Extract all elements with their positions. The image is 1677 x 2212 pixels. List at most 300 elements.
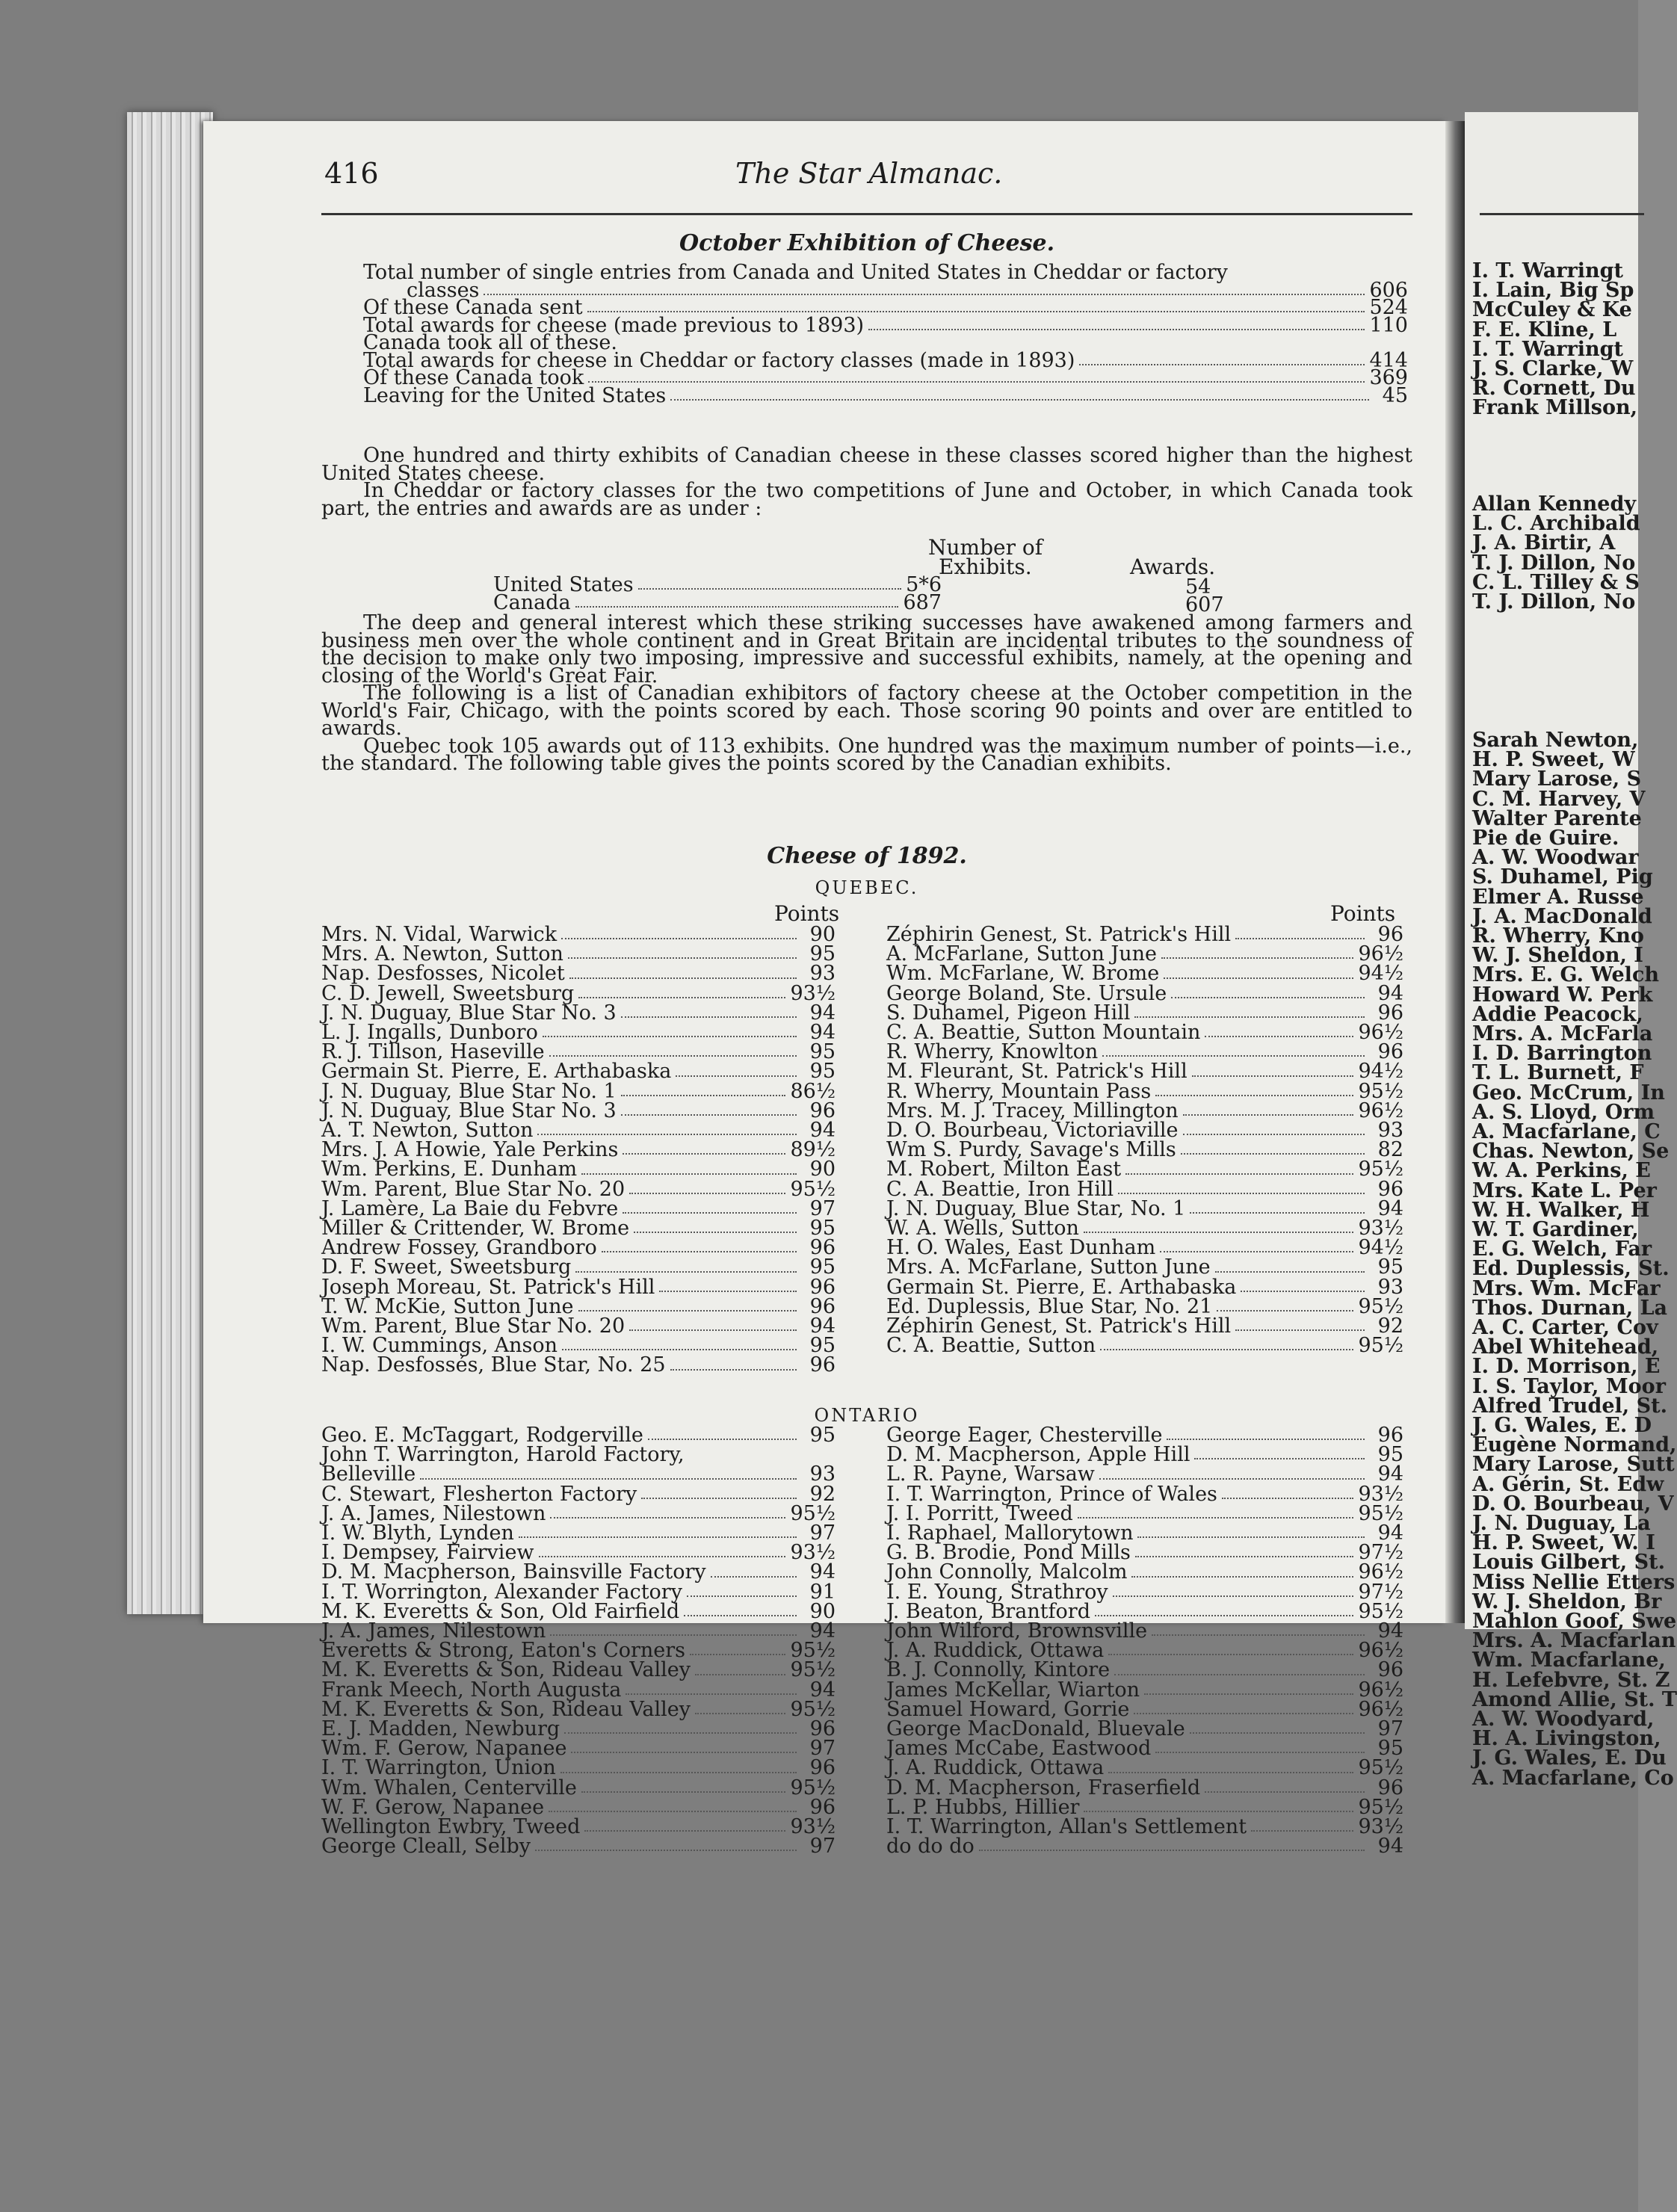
entry-points: 90 [809, 1599, 836, 1623]
entry-points: 95 [1377, 1255, 1403, 1279]
leader-dots [562, 1336, 797, 1350]
leader-dots [689, 1445, 797, 1459]
october-heading: October Exhibition of Cheese. [679, 230, 1055, 256]
entry-points: 95½ [790, 1697, 836, 1721]
entry-name: C. A. Beattie, Sutton [886, 1334, 1096, 1358]
paragraph-text: The deep and general interest which these striking successes have awakened among farmers and business men over the whole continent and in Great Britain are incidental tributes to the soundness of the decision to make only two imposing, impressive and successful exhibits, namely, at the opening and closing of the World's Great Fair. [321, 611, 1412, 688]
entry-points: 94½ [1358, 962, 1403, 986]
list-entry [321, 1462, 836, 1486]
entry-name: Belleville [321, 1462, 416, 1486]
paragraph-text: In Cheddar or factory classes for the two competitions of June and October, in which Canada took part, the entries and awards are as under : [321, 479, 1412, 520]
entry-name: George Boland, Ste. Ursule [886, 981, 1167, 1005]
entry-name: John Wilford, Brownsville [886, 1619, 1148, 1643]
list-entry [886, 962, 1403, 986]
stat-label: Of these Canada sent [363, 296, 583, 319]
right-page-line: A. W. Woodwar [1472, 846, 1639, 870]
leader-dots [549, 1798, 797, 1812]
summary-name: Canada [493, 591, 571, 614]
leader-dots [581, 1779, 786, 1793]
entry-points: 95½ [1358, 1501, 1403, 1525]
entry-name: Wellington Ewbry, Tweed [321, 1815, 581, 1838]
entry-points: 90 [809, 1158, 836, 1181]
paragraph-text: Quebec took 105 awards out of 113 exhibits. One hundred was the maximum number of points—i.e., the standard. The following table gives the points scored by the Canadian exhibits. [321, 734, 1412, 775]
entry-name: James McKellar, Wiarton [886, 1678, 1140, 1702]
entry-points: 94 [809, 1619, 836, 1643]
right-page-line: W. H. Walker, H [1472, 1198, 1650, 1222]
stat-label: Canada took all of these. [363, 331, 617, 354]
header-rule [321, 213, 1412, 215]
entry-name: M. K. Everetts & Son, Rideau Valley [321, 1697, 691, 1721]
entry-points: 95 [809, 1040, 836, 1064]
entry-name: T. W. McKie, Sutton June [321, 1294, 574, 1318]
entry-points: 93½ [790, 1815, 836, 1838]
stat-label: Leaving for the United States [363, 383, 667, 407]
entry-name: M. K. Everetts & Son, Old Fairfield [321, 1599, 680, 1623]
right-page-line: R. Cornett, Du [1472, 377, 1636, 401]
entry-name: Wm S. Purdy, Savage's Mills [886, 1138, 1176, 1162]
entry-points: 82 [1377, 1138, 1403, 1162]
list-entry [886, 1776, 1403, 1799]
right-page-line: H. A. Livingston, [1472, 1727, 1661, 1751]
right-page-line: A. Macfarlane, Co [1472, 1766, 1674, 1790]
leader-dots [1134, 1004, 1365, 1018]
entry-points: 97½ [1358, 1580, 1403, 1604]
entry-name: J. N. Duguay, Blue Star No. 1 [321, 1079, 617, 1103]
entry-points: 86½ [790, 1079, 836, 1103]
entry-points: 96 [1377, 923, 1403, 946]
leader-dots [1241, 1278, 1365, 1292]
entry-name: Wm. Perkins, E. Dunham [321, 1158, 578, 1181]
leader-dots [575, 1258, 797, 1272]
leader-dots [638, 575, 902, 590]
leader-dots [695, 1660, 786, 1675]
leader-dots [1171, 984, 1365, 998]
entry-points: 92 [1377, 1314, 1403, 1338]
entry-name: A. McFarlane, Sutton June [886, 942, 1157, 966]
entry-name: Mrs. J. A Howie, Yale Perkins [321, 1138, 619, 1162]
right-page-line: J. S. Clarke, W [1472, 357, 1634, 380]
leader-dots [578, 1297, 797, 1312]
entry-name: J. A. Ruddick, Ottawa [886, 1639, 1105, 1663]
leader-dots [1183, 1102, 1354, 1116]
right-page [1465, 112, 1677, 1790]
leader-dots [621, 1082, 786, 1096]
page-number: 416 [324, 157, 379, 190]
right-page-line: Eugène Normand, [1472, 1433, 1677, 1457]
ontario-label: ONTARIO [814, 1405, 920, 1426]
list-entry [321, 1678, 836, 1702]
list-entry [321, 1580, 836, 1604]
entry-points: 94 [1377, 981, 1403, 1005]
list-entry [886, 1758, 1403, 1778]
right-page-line: J. A. Birtir, A [1472, 531, 1616, 555]
leader-dots [670, 386, 1369, 401]
right-page-line: C. M. Harvey, V [1472, 787, 1646, 811]
leader-dots [1167, 1426, 1365, 1440]
entry-points: 96½ [1358, 1697, 1403, 1721]
list-entry [886, 1177, 1403, 1201]
entry-name: L. J. Ingalls, Dunboro [321, 1021, 538, 1044]
entry-points: 96 [1377, 1424, 1403, 1447]
entry-points: 94½ [1358, 1060, 1403, 1084]
entry-points: 94 [809, 1678, 836, 1702]
leader-dots [1160, 1238, 1353, 1252]
right-page-line: Mrs. A. McFarla [1472, 1022, 1653, 1045]
entry-name: S. Duhamel, Pigeon Hill [886, 1001, 1131, 1025]
awards-head: Awards. [1130, 554, 1216, 579]
entry-points: 96 [809, 1353, 836, 1377]
right-page-line: Amond Allie, St. T [1472, 1687, 1677, 1711]
leader-dots [1108, 1758, 1353, 1773]
entry-name: C. D. Jewell, Sweetsburg [321, 981, 575, 1005]
entry-points: 94 [809, 1314, 836, 1338]
leader-dots [1113, 1583, 1354, 1597]
entry-points: 95 [809, 1424, 836, 1447]
list-entry [321, 1560, 836, 1584]
entry-points: 95½ [1358, 1294, 1403, 1318]
entry-name: B. J. Connolly, Kintore [886, 1658, 1111, 1682]
leader-dots [621, 1004, 797, 1018]
leader-dots [568, 945, 797, 959]
list-entry [886, 1462, 1403, 1486]
leader-dots [537, 1121, 797, 1135]
entry-points: 95½ [1358, 1795, 1403, 1819]
entry-name: Miller & Crittender, W. Brome [321, 1217, 630, 1240]
entry-points: 95 [809, 942, 836, 966]
leader-dots [622, 333, 1369, 347]
entry-name: J. A. James, Nilestown [321, 1501, 546, 1525]
list-entry [321, 1060, 836, 1084]
entry-points: 96 [809, 1294, 836, 1318]
entry-name: Ed. Duplessis, Blue Star, No. 21 [886, 1294, 1213, 1318]
entry-name: I. W. Cummings, Anson [321, 1334, 558, 1358]
entry-points: 90 [809, 923, 836, 946]
leader-dots [561, 925, 797, 939]
leader-dots [684, 1602, 797, 1616]
entry-points: 95½ [1358, 1158, 1403, 1181]
stat-line [363, 263, 1408, 282]
entry-name: Andrew Fossey, Grandboro [321, 1236, 597, 1260]
entry-name: I. W. Blyth, Lynden [321, 1521, 514, 1545]
leader-dots [623, 1140, 785, 1155]
stat-value: 110 [1369, 313, 1408, 337]
entry-points: 93 [1377, 1119, 1403, 1142]
list-entry [321, 962, 836, 986]
leader-dots [687, 1583, 797, 1597]
right-page-line: I. T. Warringt [1472, 259, 1623, 282]
entry-points: 94 [1377, 1521, 1403, 1545]
leader-dots [641, 1485, 797, 1499]
leader-dots [648, 1426, 797, 1440]
entry-points: 94 [809, 1021, 836, 1044]
list-entry [321, 1177, 836, 1201]
leader-dots [484, 281, 1365, 295]
leader-dots [569, 964, 797, 978]
leader-dots [626, 1681, 797, 1695]
right-page-line: Abel Whitehead, [1472, 1335, 1659, 1359]
stat-value: 606 [1369, 278, 1408, 302]
stat-label: Total awards for cheese (made previous to 1893) [363, 313, 865, 337]
entry-points: 95 [1377, 1443, 1403, 1467]
right-page-line: Mahlon Goof, Swe [1472, 1610, 1677, 1633]
leader-dots [979, 1837, 1365, 1851]
list-entry [321, 1079, 836, 1103]
entry-points: 94 [809, 1560, 836, 1584]
leader-dots [1222, 1485, 1354, 1499]
leader-dots [581, 1160, 797, 1174]
leader-dots [588, 368, 1365, 383]
entry-points: 93½ [790, 981, 836, 1005]
entry-name: J. I. Porritt, Tweed [886, 1501, 1073, 1525]
entry-points: 95 [809, 1255, 836, 1279]
summary-exhibits: 5*6 [906, 573, 942, 596]
right-page-line: J. G. Wales, E. D [1472, 1414, 1652, 1437]
right-page-line: I. T. Warringt [1472, 337, 1623, 361]
leader-dots [1099, 1465, 1365, 1479]
page-edges [127, 112, 213, 1614]
leader-dots [1108, 1641, 1353, 1655]
entry-name: I. T. Warrington, Prince of Wales [886, 1482, 1217, 1506]
cheese-title: Cheese of 1892. [767, 843, 967, 869]
entry-name: D. F. Sweet, Sweetsburg [321, 1255, 572, 1279]
leader-dots [1155, 1082, 1353, 1096]
entry-points: 97 [809, 1196, 836, 1220]
entry-name: Samuel Howard, Gorrie [886, 1697, 1130, 1721]
summary-name: United States [493, 573, 634, 596]
right-page-line: I. D. Barrington [1472, 1042, 1652, 1066]
leader-dots [1095, 1602, 1353, 1616]
leader-dots [868, 316, 1365, 330]
summary-awards: 54 [1185, 575, 1211, 599]
right-page-line: H. P. Sweet, W [1472, 748, 1635, 772]
leader-dots [549, 1042, 797, 1057]
entry-name: D. M. Macpherson, Bainsville Factory [321, 1560, 706, 1584]
leader-dots [1102, 1042, 1365, 1057]
leader-dots [659, 1278, 797, 1292]
right-page-line: McCuley & Ke [1472, 298, 1632, 322]
entry-name: L. P. Hubbs, Hillier [886, 1795, 1080, 1819]
entry-points: 95½ [1358, 1756, 1403, 1780]
entry-name: C. A. Beattie, Sutton Mountain [886, 1021, 1201, 1044]
entry-points: 94 [809, 1119, 836, 1142]
leader-dots [584, 1817, 785, 1832]
entry-points: 94 [1377, 1462, 1403, 1486]
exhibits-head-b: Exhibits. [939, 554, 1032, 579]
entry-name: A. T. Newton, Sutton [321, 1119, 534, 1142]
stat-label: Total awards for cheese in Cheddar or factory classes (made in 1893) [363, 348, 1075, 372]
paragraph-scored-higher [321, 444, 1412, 520]
entry-name: Wm. F. Gerow, Napanee [321, 1737, 567, 1761]
leader-dots [1183, 1121, 1365, 1135]
entry-name: Mrs. A. McFarlane, Sutton June [886, 1255, 1211, 1279]
points-head-left: Points [774, 901, 840, 926]
leader-dots [629, 1317, 797, 1331]
leader-dots [1114, 1660, 1365, 1675]
list-entry [321, 1835, 836, 1859]
right-page-line: T. J. Dillon, No [1472, 590, 1636, 614]
entry-name: Geo. E. McTaggart, Rodgerville [321, 1424, 643, 1447]
stat-value: 45 [1382, 383, 1408, 407]
leader-dots [1235, 925, 1365, 939]
entry-name: Mrs. M. J. Tracey, Millington [886, 1099, 1179, 1122]
entry-name: John T. Warrington, Harold Factory, [321, 1443, 685, 1467]
right-page-line: A. S. Lloyd, Orm [1472, 1100, 1655, 1124]
entry-name: J. N. Duguay, Blue Star, No. 1 [886, 1196, 1186, 1220]
entry-points: 91 [809, 1580, 836, 1604]
entry-points: 96½ [1358, 1099, 1403, 1122]
entry-name: L. R. Payne, Warsaw [886, 1462, 1095, 1486]
entry-name: R. Wherry, Mountain Pass [886, 1079, 1152, 1103]
leader-dots [1194, 1445, 1365, 1459]
entry-name: Mrs. N. Vidal, Warwick [321, 923, 558, 946]
list-entry [321, 1275, 836, 1299]
entry-name: R. J. Tillson, Haseville [321, 1040, 545, 1064]
entry-points: 96 [809, 1717, 836, 1740]
right-page-line: Pie de Guire. [1472, 827, 1619, 850]
list-entry [321, 1482, 836, 1506]
right-page-line: F. E. Kline, L [1472, 318, 1617, 342]
entry-points: 95½ [790, 1658, 836, 1682]
exhibits-head-a: Number of [928, 535, 1043, 560]
entry-points: 96 [809, 1275, 836, 1299]
entry-points: 97½ [1358, 1541, 1403, 1565]
right-page-line: J. N. Duguay, La [1472, 1512, 1651, 1535]
stat-label: Total number of single entries from Canada and United States in Cheddar or factory [363, 261, 1228, 284]
right-page-line: T. J. Dillon, No [1472, 551, 1636, 575]
leader-dots [1118, 1180, 1365, 1194]
right-page-line: Miss Nellie Etters [1472, 1570, 1676, 1594]
right-page-line: Allan Kennedy [1472, 492, 1637, 516]
right-page-line: W. J. Sheldon, Br [1472, 1590, 1662, 1613]
entry-points: 96½ [1358, 1021, 1403, 1044]
leader-dots [1135, 1543, 1354, 1557]
entry-name: W. F. Gerow, Napanee [321, 1795, 545, 1819]
entry-points: 93½ [790, 1541, 836, 1565]
summary-row [493, 593, 942, 613]
leader-dots [711, 1563, 797, 1577]
entry-points: 94 [1377, 1835, 1403, 1859]
entry-name: G. B. Brodie, Pond Mills [886, 1541, 1131, 1565]
paragraph-text: One hundred and thirty exhibits of Canadian cheese in these classes scored higher than the highest United States cheese. [321, 444, 1412, 485]
leader-dots [676, 1062, 797, 1076]
leader-dots [1164, 964, 1353, 978]
entry-name: John Connolly, Malcolm [886, 1560, 1128, 1584]
entry-points: 97 [809, 1521, 836, 1545]
leader-dots [1144, 1681, 1353, 1695]
entry-name: D. O. Bourbeau, Victoriaville [886, 1119, 1179, 1142]
leader-dots [519, 1524, 797, 1538]
leader-dots [1084, 1798, 1353, 1812]
stat-value: 369 [1369, 366, 1408, 389]
list-entry [321, 1776, 836, 1799]
entry-points: 94 [1377, 1619, 1403, 1643]
right-page-line: E. G. Welch, Far [1472, 1238, 1652, 1261]
leader-dots [578, 984, 785, 998]
entry-name: Joseph Moreau, St. Patrick's Hill [321, 1275, 655, 1299]
right-page-line: W. T. Gardiner, [1472, 1218, 1639, 1241]
entry-name: J. Beaton, Brantford [886, 1599, 1090, 1623]
right-page-line: Mrs. E. G. Welch [1472, 963, 1660, 987]
right-page-line: W. J. Sheldon, I [1472, 944, 1643, 968]
entry-points: 96 [809, 1756, 836, 1780]
entry-points: 95 [1377, 1737, 1403, 1761]
right-page-line: D. O. Bourbeau, V [1472, 1492, 1674, 1516]
right-page-line: T. L. Burnett, F [1472, 1061, 1644, 1085]
list-entry [886, 1482, 1403, 1506]
leader-dots [420, 1465, 797, 1479]
book-gutter [1445, 121, 1465, 1623]
list-entry [886, 1160, 1403, 1179]
entry-name: I. E. Young, Strathroy [886, 1580, 1108, 1604]
right-page-line: Mrs. Kate L. Per [1472, 1178, 1657, 1202]
entry-points: 93½ [1358, 1815, 1403, 1838]
entry-points: 93 [1377, 1275, 1403, 1299]
entry-name: J. N. Duguay, Blue Star No. 3 [321, 1099, 617, 1122]
entry-points: 96½ [1358, 1560, 1403, 1584]
right-page-line: A. Macfarlane, C [1472, 1120, 1661, 1143]
leader-dots [1215, 1258, 1365, 1272]
entry-name: I. T. Warrington, Allan's Settlement [886, 1815, 1247, 1838]
entry-name: Mrs. A. Newton, Sutton [321, 942, 563, 966]
list-entry [321, 1353, 836, 1377]
entry-name: J. A. Ruddick, Ottawa [886, 1756, 1105, 1780]
right-page-line: S. Duhamel, Pig [1472, 865, 1653, 889]
leader-dots [1152, 1622, 1365, 1636]
entry-points: 96 [1377, 1177, 1403, 1201]
entry-name: George Eager, Chesterville [886, 1424, 1163, 1447]
right-page-line: Mrs. A. Macfarlan [1472, 1629, 1676, 1653]
right-page-line: A. Gérin, St. Edw [1472, 1472, 1664, 1496]
summary-awards: 607 [1185, 593, 1224, 617]
list-entry [886, 1580, 1403, 1604]
entry-name: James McCabe, Eastwood [886, 1737, 1152, 1761]
entry-name: M. Fleurant, St. Patrick's Hill [886, 1060, 1188, 1084]
entry-points: 95 [809, 1217, 836, 1240]
leader-dots [1161, 945, 1353, 959]
leader-dots [1205, 1779, 1365, 1793]
points-head-right: Points [1330, 901, 1396, 926]
entry-name: Germain St. Pierre, E. Arthabaska [321, 1060, 672, 1084]
list-entry [886, 1079, 1403, 1103]
entry-name: Everetts & Strong, Eaton's Corners [321, 1639, 686, 1663]
leader-dots [623, 1199, 797, 1214]
right-page-line: C. L. Tilley & S [1472, 570, 1640, 594]
leader-dots [1084, 1219, 1354, 1233]
leader-dots [1079, 351, 1365, 365]
list-entry [321, 1255, 836, 1279]
leader-dots [690, 1641, 785, 1655]
entry-name: Germain St. Pierre, E. Arthabaska [886, 1275, 1237, 1299]
entry-points: 95 [809, 1060, 836, 1084]
leader-dots [571, 1739, 797, 1753]
right-page-line: Elmer A. Russe [1472, 885, 1644, 909]
leader-dots [1131, 1563, 1353, 1577]
leader-dots [560, 1758, 797, 1773]
list-entry [886, 1660, 1403, 1680]
leader-dots [670, 1356, 797, 1370]
entry-points: 95 [809, 1334, 836, 1358]
leader-dots [634, 1219, 797, 1233]
summary-exhibits: 687 [903, 591, 942, 614]
entry-points: 94 [1377, 1196, 1403, 1220]
right-page-line: Walter Parente [1472, 806, 1642, 830]
entry-name: Wm. Parent, Blue Star No. 20 [321, 1314, 626, 1338]
right-page-line: Louis Gilbert, St. [1472, 1551, 1665, 1575]
entry-name: I. T. Worrington, Alexander Factory [321, 1580, 682, 1604]
leader-dots [1232, 263, 1369, 277]
leader-dots [1217, 1297, 1353, 1312]
entry-points: 95½ [1358, 1334, 1403, 1358]
